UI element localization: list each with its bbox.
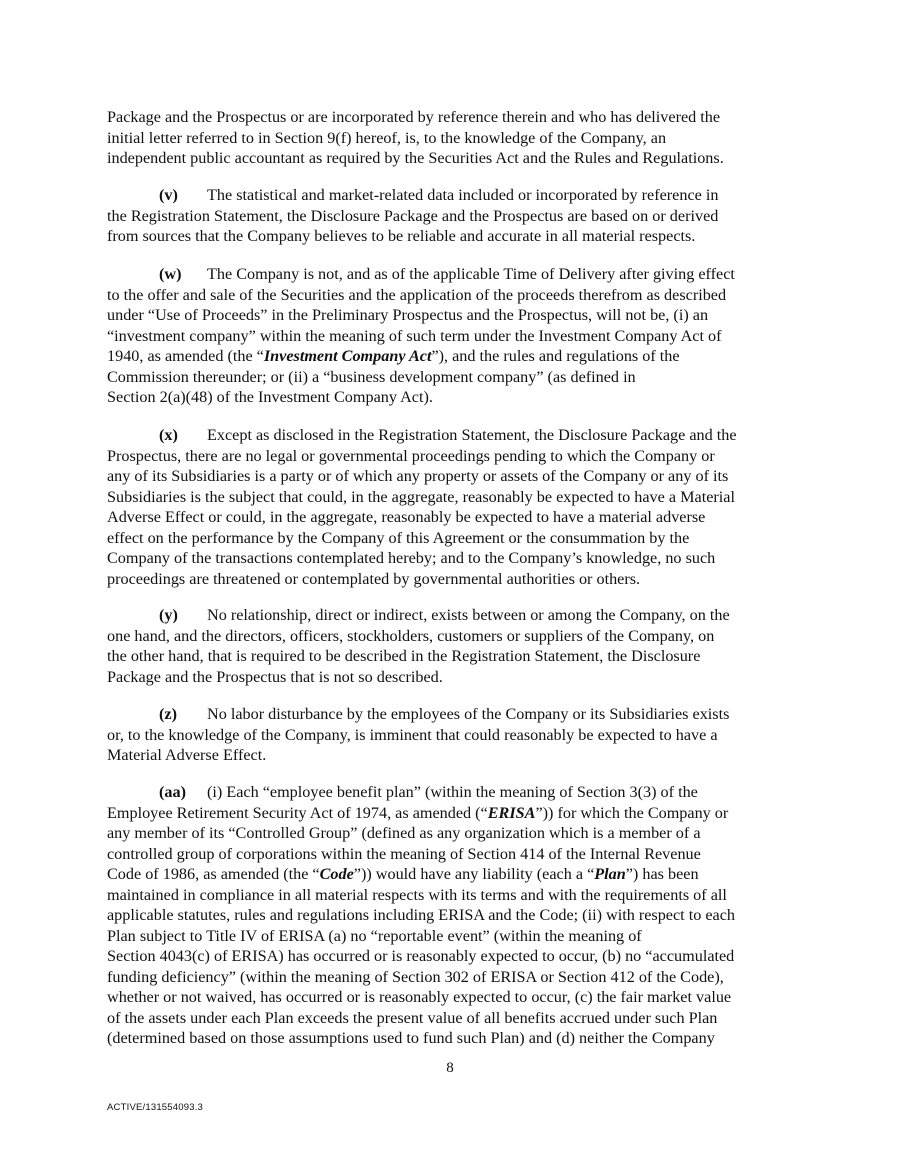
text-line: to the offer and sale of the Securities and the application of the proceeds therefrom as described [107,285,727,304]
text-line: one hand, and the directors, officers, stockholders, customers or suppliers of the Company, on [107,626,715,645]
text-line: Company of the transactions contemplated hereby; and to the Company’s knowledge, no such [107,549,716,567]
text-span: No relationship, direct or indirect, exists between or among the Company, on the [207,606,730,624]
paragraph-intro [107,107,795,169]
paragraph-v [107,185,795,247]
text-line: Plan subject to Title IV of ERISA (a) no “reportable event” (within the meaning of [107,926,642,945]
text-span: Employee Retirement Security Act of 1974, as amended (“ [107,803,488,822]
text-line: initial letter referred to in Section 9(f) hereof, is, to the knowledge of the Company, an [107,128,667,147]
text-span: ”)) for which the Company or [535,803,729,822]
text-line [107,864,795,885]
text-line: (determined based on those assumptions used to fund such Plan) and (d) neither the Company [107,1029,715,1047]
clause-label: (v) [159,186,178,204]
text-line [107,425,795,446]
text-line: independent public accountant as required by the Securities Act and the Rules and Regulations. [107,149,724,167]
text-line [107,185,795,206]
text-line: Package and the Prospectus that is not so described. [107,667,443,686]
clause-label: (z) [159,705,177,723]
defined-term: ERISA [487,803,536,822]
text-span: ”)) would have any liability (each a “ [353,865,595,883]
text-line: or, to the knowledge of the Company, is imminent that could reasonably be expected to have a [107,725,718,744]
text-line: Commission thereunder; or (ii) a “business development company” (as defined in [107,367,636,386]
text-line: Material Adverse Effect. [107,746,267,764]
text-span: ”) has been [625,865,699,883]
text-line: Section 4043(c) of ERISA) has occurred or is reasonably expected to occur, (b) no “accumulated [107,947,735,965]
text-line: any member of its “Controlled Group” (defined as any organization which is a member of a [107,824,701,842]
text-span: (i) Each “employee benefit plan” (within the meaning of Section 3(3) of the [207,783,698,801]
text-line: of the assets under each Plan exceeds the present value of all benefits accrued under such Plan [107,1008,718,1027]
clause-label: (x) [159,426,178,444]
text-line: Adverse Effect or could, in the aggregate, reasonably be expected to have a material adverse [107,508,706,526]
defined-term: Plan [594,865,626,883]
text-span: The Company is not, and as of the applicable Time of Delivery after giving effect [207,265,735,283]
paragraph-z [107,704,795,766]
text-line: the Registration Statement, the Disclosure Package and the Prospectus are based on or derived [107,206,719,225]
clause-label: (w) [159,265,182,283]
text-line: Subsidiaries is the subject that could, in the aggregate, reasonably be expected to have a Material [107,487,735,506]
paragraph-aa [107,782,795,1049]
clause-label: (y) [159,606,178,624]
text-line: whether or not waived, has occurred or is reasonably expected to occur, (c) the fair market value [107,988,732,1006]
text-line [107,782,795,803]
text-line [107,605,795,626]
text-line: Package and the Prospectus or are incorporated by reference therein and who has delivered the [107,108,721,126]
page-number: 8 [446,1060,454,1076]
text-span: 1940, as amended (the “ [107,347,264,365]
text-line: Prospectus, there are no legal or governmental proceedings pending to which the Company or [107,446,715,465]
text-line [107,704,795,725]
text-line: maintained in compliance in all material respects with its terms and with the requirements of all [107,885,727,904]
text-line [107,264,795,285]
text-line: from sources that the Company believes to be reliable and accurate in all material respects. [107,227,696,245]
text-line [107,803,795,824]
text-span: Except as disclosed in the Registration Statement, the Disclosure Package and the [207,426,737,444]
paragraph-x [107,425,795,589]
defined-term: Code [319,865,354,883]
text-line [107,346,795,367]
text-line: any of its Subsidiaries is a party or of which any property or assets of the Company or any of its [107,467,729,485]
paragraph-y [107,605,795,687]
paragraph-w [107,264,795,408]
document-id: ACTIVE/131554093.3 [107,1102,204,1113]
text-line: under “Use of Proceeds” in the Preliminary Prospectus and the Prospectus, will not be, (i) an [107,306,709,324]
text-span: Code of 1986, as amended (the “ [107,865,320,883]
text-span: ”), and the rules and regulations of the [431,347,680,365]
text-line: controlled group of corporations within the meaning of Section 414 of the Internal Revenue [107,844,701,863]
text-line: proceedings are threatened or contemplated by governmental authorities or others. [107,569,641,588]
text-span: The statistical and market-related data included or incorporated by reference in [207,186,719,204]
text-line: applicable statutes, rules and regulations including ERISA and the Code; (ii) with respect to each [107,906,735,924]
text-line: “investment company” within the meaning of such term under the Investment Company Act of [107,326,722,345]
defined-term: Investment Company Act [263,347,432,365]
text-line: funding deficiency” (within the meaning of Section 302 of ERISA or Section 412 of the Code), [107,967,724,986]
clause-label: (aa) [159,783,186,801]
text-line: the other hand, that is required to be described in the Registration Statement, the Disclosure [107,647,701,665]
text-line: Section 2(a)(48) of the Investment Company Act). [107,388,433,406]
text-span: No labor disturbance by the employees of the Company or its Subsidiaries exists [207,705,730,723]
text-line: effect on the performance by the Company of this Agreement or the consummation by the [107,528,690,547]
